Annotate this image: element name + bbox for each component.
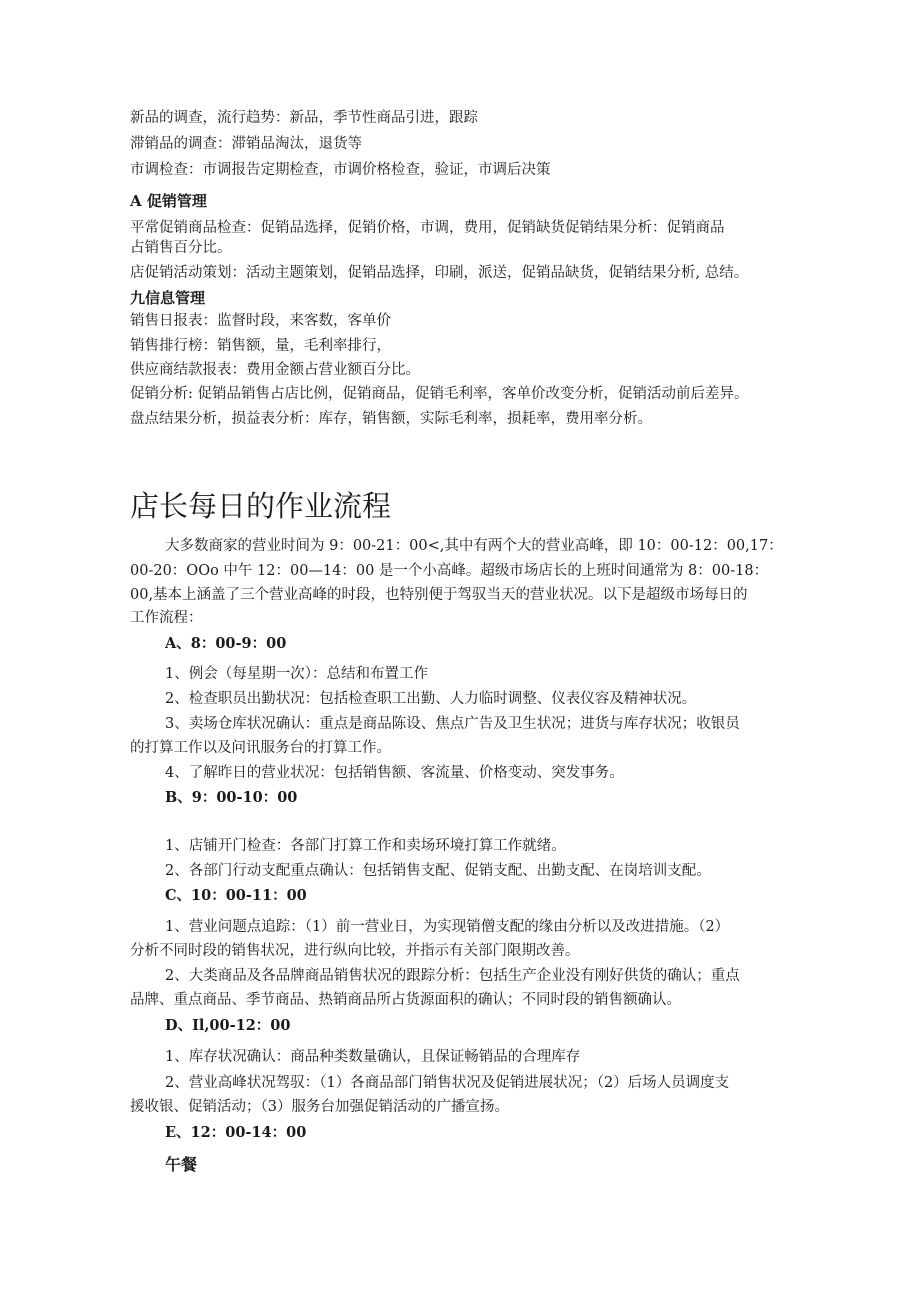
text-line: 市调检查：市调报告定期检查，市调价格检查，验证，市调后决策 — [130, 162, 551, 178]
text-line: 占销售百分比。 — [130, 240, 232, 256]
intro-line: 00-20：OOo 中午 12：00—14：00 是一个小高峰。超级市场店长的上班时间通常为 8：00-18： — [130, 563, 769, 579]
list-item: 午餐 — [165, 1155, 198, 1174]
text-line: 店促销活动策划：活动主题策划，促销品选择，印刷，派送，促销品缺货，促销结果分析, 总结。 — [130, 265, 749, 281]
list-item-cont: 品牌、重点商品、季节商品、热销商品所占货源面积的确认；不同时段的销售额确认。 — [130, 992, 681, 1008]
time-heading-d: D、Il,00-12：00 — [165, 1017, 291, 1034]
text-line: 销售排行榜：销售额，量，毛利率排行， — [130, 338, 391, 354]
intro-line: 00,基本上涵盖了三个营业高峰的时段，也特别便于驾驭当天的营业状况。以下是超级市场每日的 — [130, 587, 748, 603]
text-line: 供应商结款报表：费用金额占营业额百分比。 — [130, 362, 420, 378]
list-item-cont: 分析不同时段的销售状况，进行纵向比较，并指示有关部门限期改善。 — [130, 943, 580, 959]
list-item: 1、库存状况确认：商品种类数量确认，且保证畅销品的合理库存 — [165, 1049, 581, 1065]
list-item: 2、检查职员出勤状况：包括检查职工出勤、人力临时调整、仪表仪容及精神状况。 — [165, 691, 697, 707]
time-heading-a: A、8：00-9：00 — [165, 635, 287, 652]
time-heading-c: C、10：00-11：00 — [165, 887, 307, 904]
list-item: 2、大类商品及各品牌商品销售状况的跟踪分析：包括生产企业没有刚好供货的确认；重点 — [165, 968, 740, 984]
list-item: 2、营业高峰状况驾驭：（1）各商品部门销售状况及促销进展状况；（2）后场人员调度支 — [165, 1075, 730, 1091]
section-heading-promo: A 促销管理 — [130, 192, 207, 210]
text-line: 新品的调查，流行趋势：新品，季节性商品引进，跟踪 — [130, 110, 478, 126]
list-item: 1、店铺开门检查：各部门打算工作和卖场环境打算工作就绪。 — [165, 838, 566, 854]
text-line: 盘点结果分析，损益表分析：库存，销售额，实际毛利率，损耗率，费用率分析。 — [130, 411, 652, 427]
text-line: 滞销品的调查：滞销品淘汰，退货等 — [130, 136, 362, 152]
section-heading-info: 九信息管理 — [130, 289, 206, 307]
text-line: 平常促销商品检查：促销品选择，促销价格，市调，费用，促销缺货促销结果分析：促销商品 — [130, 220, 725, 236]
list-item: 1、营业问题点追踪：（1）前一营业日，为实现销僧支配的缘由分析以及改进措施。（2） — [165, 919, 730, 935]
intro-line: 工作流程： — [130, 610, 203, 626]
list-item: 2、各部门行动支配重点确认：包括销售支配、促销支配、出勤支配、在岗培训支配。 — [165, 863, 711, 879]
intro-line: 大多数商家的营业时间为 9：00-21：00<,其中有两个大的营业高峰，即 10：00-12：00,17： — [165, 538, 783, 554]
text-line: 促销分析: 促销品销售占店比例，促销商品，促销毛利率，客单价改变分析，促销活动前后差异。 — [130, 386, 749, 402]
time-heading-b: B、9：00-10：00 — [165, 789, 298, 806]
list-item-cont: 的打算工作以及问讯服务台的打算工作。 — [130, 740, 391, 756]
list-item: 1、例会（每星期一次）：总结和布置工作 — [165, 666, 428, 682]
list-item-cont: 援收银、促销活动；（3）服务台加强促销活动的广播宣扬。 — [130, 1099, 509, 1115]
page-title: 店长每日的作业流程 — [130, 489, 392, 523]
text-line: 销售日报表：监督时段，来客数，客单价 — [130, 313, 391, 329]
time-heading-e: E、12：00-14：00 — [165, 1124, 307, 1141]
list-item: 4、了解昨日的营业状况：包括销售额、客流量、价格变动、突发事务。 — [165, 765, 624, 781]
list-item: 3、卖场仓库状况确认：重点是商品陈设、焦点广告及卫生状况；进货与库存状况；收银员 — [165, 716, 740, 732]
